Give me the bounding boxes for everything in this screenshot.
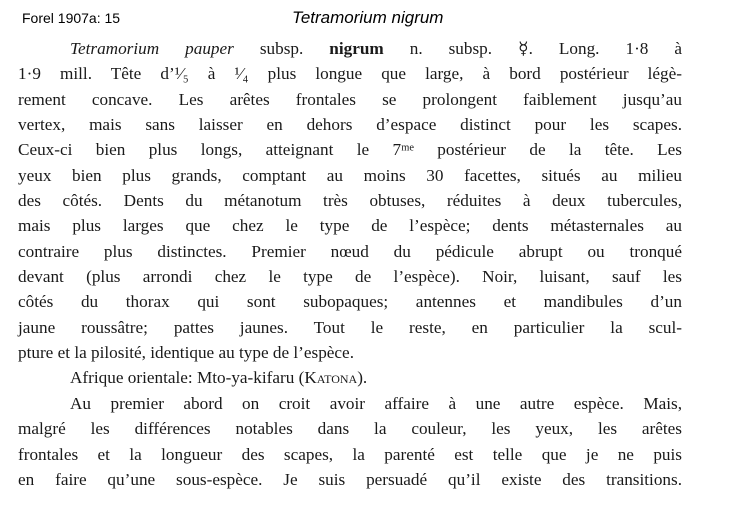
paragraph-1-line-7: des côtés. Dents du métanotum très obtuses, réduites à deux tubercules,	[18, 191, 682, 211]
taxon-name: Tetramorium pauper	[70, 39, 234, 58]
subsp-label: subsp.	[259, 39, 304, 58]
paragraph-1-line-5: Ceux-ci bien plus longs, atteignant le 7ᵐᵉ postérieur de la tête. Les	[18, 140, 682, 160]
paragraph-1-line-10: devant (plus arrondi chez le type de l’espèce). Noir, luisant, sauf les	[18, 267, 682, 287]
page-header	[0, 8, 737, 30]
paragraph-3-line-1: Au premier abord on croit avoir affaire à une autre espèce. Mais,	[70, 393, 682, 413]
collector-name: Katona	[304, 368, 358, 388]
paragraph-3-line-3: frontales et la longueur des scapes, la parenté est telle que je ne puis	[18, 444, 682, 464]
paragraph-1-line-6: yeux bien plus grands, comptant au moins 30 facettes, situés au milieu	[18, 165, 682, 185]
paragraph-1-line-1	[18, 36, 682, 61]
paragraph-1-line-2: 1·9 mill. Tête d’¹⁄₅ à ¹⁄₄ plus longue que large, à bord postérieur légè-	[18, 64, 682, 84]
paragraph-1-line-8: mais plus larges que chez le type de l’espèce; dents métasternales au	[18, 216, 682, 236]
paragraph-1-line-13: pture et la pilosité, identique au type de l’espèce.	[18, 343, 354, 363]
locality-text: Afrique orientale: Mto-ya-kifaru (	[70, 368, 305, 388]
locality-close: ).	[357, 368, 368, 388]
paragraph-3-line-4: en faire qu’une sous-espèce. Je suis persuadé qu’il existe des transitions.	[18, 469, 682, 489]
paragraph-1-line-12: jaune roussâtre; pattes jaunes. Tout le reste, en particulier la scul-	[18, 317, 682, 337]
source-citation: Forel 1907a: 15	[22, 10, 121, 26]
line-text: n. subsp. ☿. Long. 1·8 à	[409, 39, 683, 58]
paragraph-1-line-4: vertex, mais sans laisser en dehors d’espace distinct pour les scapes.	[18, 115, 682, 135]
paragraph-1-line-9: contraire plus distinctes. Premier nœud du pédicule abrupt ou tronqué	[18, 241, 682, 261]
paragraph-1-line-3: rement concave. Les arêtes frontales se prolongent faiblement jusqu’au	[18, 89, 682, 109]
subspecies-name: nigrum	[329, 39, 384, 58]
paragraph-1-line-11: côtés du thorax qui sont subopaques; antennes et mandibules d’un	[18, 292, 682, 312]
paragraph-3-line-2: malgré les différences notables dans la couleur, les yeux, les arêtes	[18, 419, 682, 439]
page-title: Tetramorium nigrum	[292, 8, 444, 27]
document-body	[18, 36, 682, 492]
paragraph-2-locality	[18, 365, 682, 390]
